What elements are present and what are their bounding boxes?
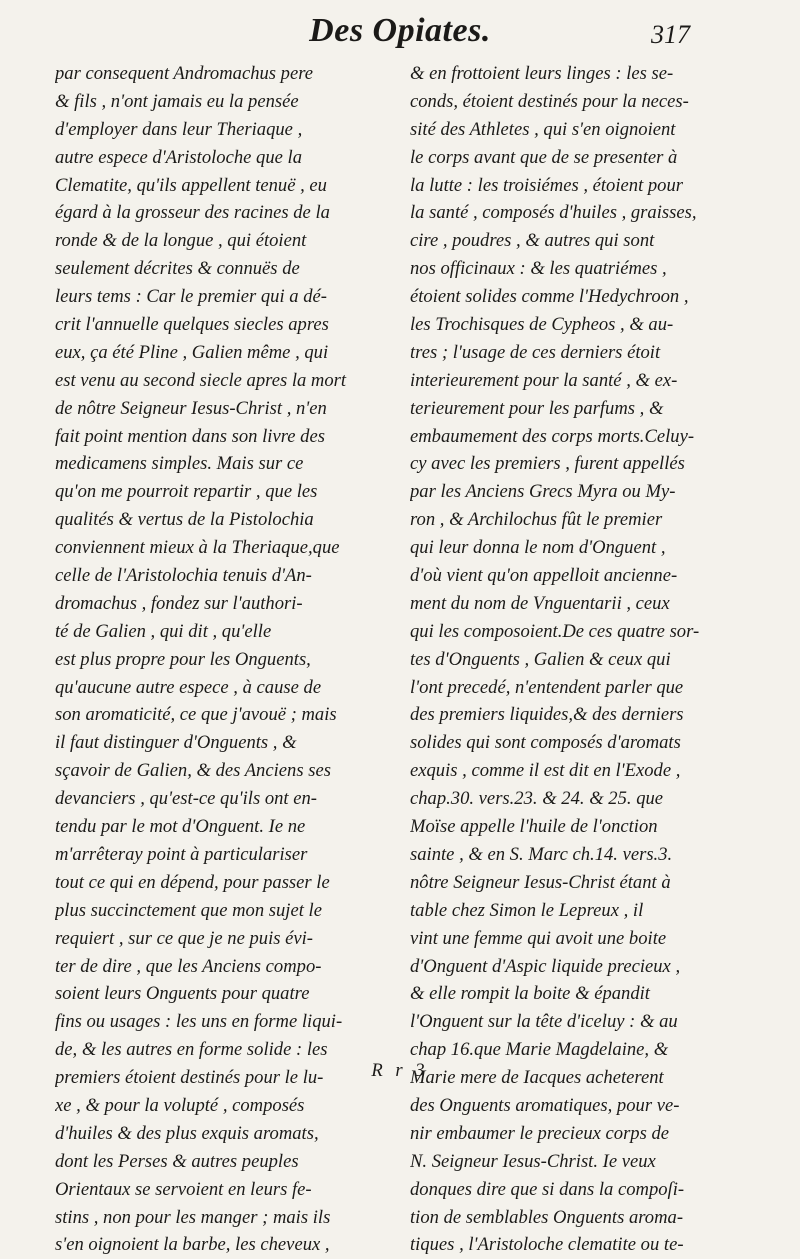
text-line: embaumement des corps morts.Celuy- — [410, 425, 695, 447]
text-line: crit l'annuelle quelques siecles apres — [55, 314, 329, 336]
text-line: ter de dire , que les Anciens compo- — [55, 955, 322, 977]
text-line: de nôtre Seigneur Iesus-Christ , n'en — [55, 397, 327, 419]
text-line: d'huiles & des plus exquis aromats, — [55, 1122, 319, 1144]
text-line: il faut distinguer d'Onguents , & — [55, 732, 297, 754]
text-line: dromachus , fondez sur l'authori- — [55, 592, 303, 614]
text-line: & elle rompit la boite & épandit — [410, 983, 650, 1005]
text-line: de, & les autres en forme solide : les — [55, 1039, 328, 1061]
text-line: Clematite, qu'ils appellent tenuë , eu — [55, 174, 327, 196]
text-line: conds, étoient destinés pour la neces- — [410, 90, 689, 112]
text-line: leurs tems : Car le premier qui a dé- — [55, 286, 327, 308]
text-line: des Onguents aromatiques, pour ve- — [410, 1094, 680, 1116]
text-line: stins , non pour les manger ; mais ils — [55, 1206, 331, 1228]
text-line: donques dire que si dans la compoſi- — [410, 1178, 685, 1200]
text-line: qu'on me pourroit repartir , que les — [55, 481, 318, 503]
text-line: par consequent Andromachus pere — [55, 63, 314, 84]
text-line: cy avec les premiers , furent appellés — [410, 453, 685, 475]
text-line: terieurement pour les parfums , & — [410, 397, 664, 419]
text-line: interieurement pour la santé , & ex- — [410, 369, 678, 391]
text-line: Orientaux se servoient en leurs fe- — [55, 1178, 312, 1200]
text-line: tiques , l'Aristoloche clematite ou te- — [410, 1234, 684, 1256]
text-line: tres ; l'usage de ces derniers étoit — [410, 341, 661, 363]
text-line: Moïse appelle l'huile de l'onction — [410, 816, 658, 838]
text-line: s'en oignoient la barbe, les cheveux , — [55, 1234, 330, 1256]
text-line: devanciers , qu'est-ce qu'ils ont en- — [55, 788, 317, 810]
text-line: & fils , n'ont jamais eu la pensée — [55, 90, 299, 112]
text-line: qui les composoient.De ces quatre sor- — [410, 620, 700, 642]
page-number: 317 — [651, 20, 690, 49]
text-line: nôtre Seigneur Iesus-Christ étant à — [410, 871, 671, 893]
signature-mark: R r 3 — [371, 1060, 429, 1081]
text-line: le corps avant que de se presenter à — [410, 146, 678, 168]
text-line: sité des Athletes , qui s'en oignoient — [410, 118, 676, 140]
text-line: plus succinctement que mon sujet le — [55, 899, 322, 921]
text-line: exquis , comme il est dit en l'Exode , — [410, 760, 681, 782]
text-line: & en frottoient leurs linges : les se- — [410, 63, 674, 84]
text-line: tion de semblables Onguents aroma- — [410, 1206, 684, 1228]
text-line: eux, ça été Pline , Galien même , qui — [55, 341, 329, 363]
text-line: l'Onguent sur la tête d'iceluy : & au — [410, 1011, 678, 1033]
text-line: nos officinaux : & les quatriémes , — [410, 258, 667, 280]
text-line: par les Anciens Grecs Myra ou My- — [410, 481, 676, 503]
running-title: Des Opiates. — [309, 12, 491, 49]
text-line: qui leur donna le nom d'Onguent , — [410, 537, 666, 559]
text-line: l'ont precedé, n'entendent parler que — [410, 676, 684, 698]
text-line: des premiers liquides,& des derniers — [410, 704, 684, 726]
text-line: les Trochisques de Cypheos , & au- — [410, 314, 674, 336]
text-line: ronde & de la longue , qui étoient — [55, 230, 307, 252]
text-line: étoient solides comme l'Hedychroon , — [410, 286, 689, 308]
text-line: est plus propre pour les Onguents, — [55, 648, 311, 670]
text-line: d'où vient qu'on appelloit ancienne- — [410, 565, 678, 587]
text-line: ron , & Archilochus fût le premier — [410, 509, 663, 531]
text-line: vint une femme qui avoit une boite — [410, 927, 667, 949]
text-line: N. Seigneur Iesus-Christ. Ie veux — [410, 1150, 656, 1172]
text-line: la lutte : les troisiémes , étoient pour — [410, 174, 684, 196]
text-line: fins ou usages : les uns en forme liqui- — [55, 1011, 343, 1033]
text-line: sçavoir de Galien, & des Anciens ses — [55, 760, 331, 782]
text-line: la santé , composés d'huiles , graisses, — [410, 202, 697, 224]
text-line: seulement décrites & connuës de — [55, 258, 300, 280]
text-line: ment du nom de Vnguentarii , ceux — [410, 592, 670, 614]
text-line: tendu par le mot d'Onguent. Ie ne — [55, 816, 306, 838]
text-line: autre espece d'Aristoloche que la — [55, 146, 303, 168]
text-line: soient leurs Onguents pour quatre — [55, 983, 310, 1005]
text-line: chap 16.que Marie Magdelaine, & — [410, 1039, 669, 1061]
text-line: qu'aucune autre espece , à cause de — [55, 676, 322, 698]
text-line: té de Galien , qui dit , qu'elle — [55, 620, 272, 642]
text-line: chap.30. vers.23. & 24. & 25. que — [410, 788, 664, 810]
text-line: qualités & vertus de la Pistolochia — [55, 509, 314, 531]
text-line: tes d'Onguents , Galien & ceux qui — [410, 648, 671, 670]
text-line: fait point mention dans son livre des — [55, 425, 325, 447]
text-line: conviennent mieux à la Theriaque,que — [55, 537, 340, 559]
text-line: Marie mere de Iacques acheterent — [410, 1067, 664, 1089]
text-line: solides qui sont composés d'aromats — [410, 732, 681, 754]
text-line: égard à la grosseur des racines de la — [55, 202, 330, 224]
text-line: table chez Simon le Lepreux , il — [410, 899, 644, 921]
text-line: d'employer dans leur Theriaque , — [55, 118, 303, 140]
text-line: medicamens simples. Mais sur ce — [55, 453, 304, 475]
text-line: celle de l'Aristolochia tenuis d'An- — [55, 565, 312, 587]
text-line: nir embaumer le precieux corps de — [410, 1122, 670, 1144]
page-header — [0, 8, 800, 68]
text-line: cire , poudres , & autres qui sont — [410, 230, 655, 252]
text-line: d'Onguent d'Aspic liquide precieux , — [410, 955, 681, 977]
text-line: sainte , & en S. Marc ch.14. vers.3. — [410, 843, 673, 865]
text-line: son aromaticité, ce que j'avouë ; mais — [55, 704, 337, 726]
text-line: requiert , sur ce que je ne puis évi- — [55, 927, 313, 949]
text-line: est venu au second siecle apres la mort — [55, 369, 347, 391]
text-line: xe , & pour la volupté , composés — [55, 1094, 305, 1116]
text-line: premiers étoient destinés pour le lu- — [55, 1067, 324, 1089]
text-line: m'arrêteray point à particulariser — [55, 843, 308, 865]
text-line: dont les Perses & autres peuples — [55, 1150, 299, 1172]
text-line: tout ce qui en dépend, pour passer le — [55, 871, 330, 893]
